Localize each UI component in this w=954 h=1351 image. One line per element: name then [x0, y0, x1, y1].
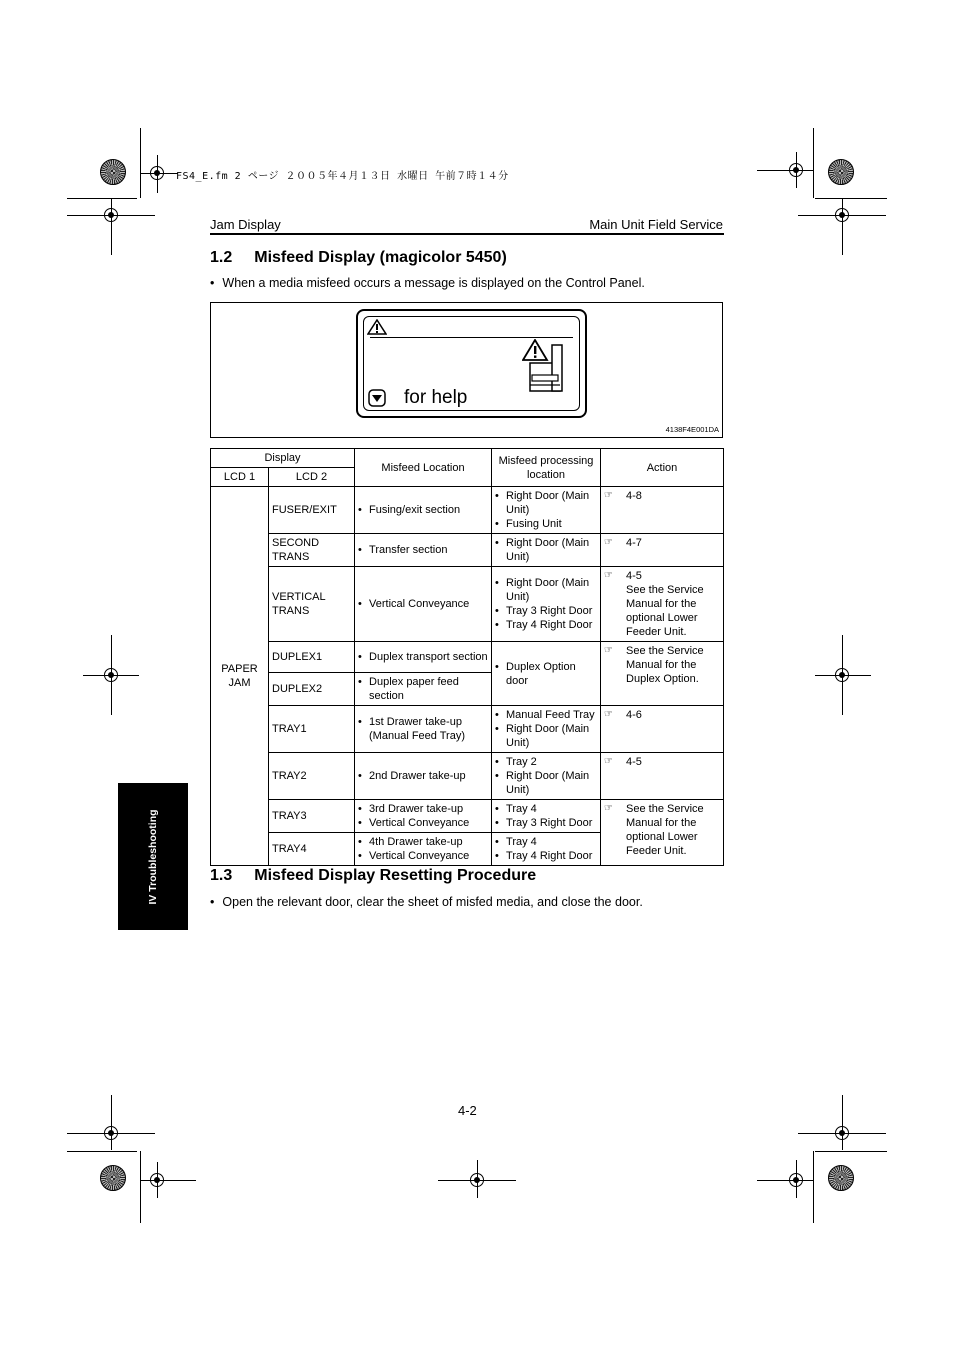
lcd1-cell: [211, 487, 269, 866]
processing-item: • Right Door (Main Unit): [495, 769, 597, 797]
action-ref: 4-7: [626, 537, 642, 549]
location-cell: [355, 800, 492, 833]
lcd2-cell: FUSER/EXIT: [269, 487, 355, 534]
down-arrow-button-icon: [368, 389, 386, 412]
action-text: See the Service Manual for the optional Lower Feeder Unit.: [626, 584, 704, 638]
location-cell: [355, 642, 492, 673]
section-number: 1.3: [210, 867, 233, 884]
action-ref: 4-5: [626, 756, 642, 768]
location-cell: [355, 673, 492, 706]
jam-display-table: [210, 448, 724, 866]
action-ref: 4-6: [626, 709, 642, 721]
location-item: • Duplex paper feed section: [358, 675, 488, 703]
printer-jam-warning-icon: [522, 339, 568, 400]
intro-bullet: • When a media misfeed occurs a message is displayed on the Control Panel.: [210, 276, 645, 290]
lcd2-cell: SECOND TRANS: [269, 534, 355, 567]
header-lcd1: LCD 1: [211, 468, 269, 487]
table-row: [211, 706, 724, 753]
location-cell: [355, 706, 492, 753]
section-title: Misfeed Display Resetting Procedure: [254, 867, 537, 884]
lcd2-cell: DUPLEX1: [269, 642, 355, 673]
reference-hand-icon: ☞: [604, 537, 613, 548]
intro-bullet-text: When a media misfeed occurs a message is displayed on the Control Panel.: [222, 276, 645, 290]
reset-bullet: • Open the relevant door, clear the sheet of misfed media, and close the door.: [210, 895, 643, 909]
processing-item: • Tray 2: [495, 755, 597, 769]
processing-item: • Right Door (Main Unit): [495, 722, 597, 750]
action-text: See the Service Manual for the Duplex Option.: [626, 645, 704, 685]
lcd-help-text: for help: [404, 387, 468, 408]
section-heading-1-2: [210, 249, 507, 267]
processing-item: • Tray 4 Right Door: [495, 618, 597, 632]
processing-item: • Fusing Unit: [495, 517, 597, 531]
reference-hand-icon: ☞: [604, 803, 613, 814]
action-cell: [601, 567, 724, 642]
action-cell: [601, 753, 724, 800]
table-row: [211, 753, 724, 800]
lcd2-cell: VERTICAL TRANS: [269, 567, 355, 642]
running-header-right: Main Unit Field Service: [589, 217, 723, 232]
header-action: Action: [601, 449, 724, 487]
location-item: • Vertical Conveyance: [358, 849, 488, 863]
location-cell: [355, 534, 492, 567]
processing-item: • Right Door (Main Unit): [495, 576, 597, 604]
running-header-left: Jam Display: [210, 217, 281, 232]
location-item: • 2nd Drawer take-up: [358, 769, 488, 783]
processing-cell: [492, 753, 601, 800]
action-cell: [601, 800, 724, 866]
location-item: • Duplex transport section: [358, 650, 488, 664]
location-item: • Fusing/exit section: [358, 503, 488, 517]
reference-hand-icon: ☞: [604, 709, 613, 720]
lcd2-cell: TRAY3: [269, 800, 355, 833]
processing-item: • Tray 4 Right Door: [495, 849, 597, 863]
table-row: [211, 642, 724, 673]
reset-bullet-text: Open the relevant door, clear the sheet of misfed media, and close the door.: [222, 895, 643, 909]
processing-item: • Manual Feed Tray: [495, 708, 597, 722]
location-item: • 4th Drawer take-up: [358, 835, 488, 849]
processing-item: • Tray 3 Right Door: [495, 604, 597, 618]
header-lcd2: LCD 2: [269, 468, 355, 487]
action-ref: 4-8: [626, 490, 642, 502]
header-display: Display: [211, 449, 355, 468]
reference-hand-icon: ☞: [604, 645, 613, 656]
processing-item: • Duplex Option door: [495, 660, 597, 688]
table-row: [211, 487, 724, 534]
header-rule: [210, 233, 724, 235]
processing-cell: [492, 487, 601, 534]
processing-cell: [492, 534, 601, 567]
section-number: 1.2: [210, 249, 233, 266]
location-cell: [355, 833, 492, 866]
section-title: Misfeed Display (magicolor 5450): [254, 249, 507, 266]
lcd2-cell: TRAY2: [269, 753, 355, 800]
table-row: [211, 800, 724, 833]
action-cell: [601, 706, 724, 753]
action-ref: 4-5: [626, 570, 642, 582]
action-text: See the Service Manual for the optional Lower Feeder Unit.: [626, 803, 704, 857]
control-panel-figure: [210, 302, 723, 438]
processing-cell: [492, 706, 601, 753]
processing-cell: [492, 833, 601, 866]
processing-cell: [492, 642, 601, 706]
action-cell: [601, 534, 724, 567]
processing-item: • Right Door (Main Unit): [495, 536, 597, 564]
location-item: • Vertical Conveyance: [358, 816, 488, 830]
processing-item: • Tray 3 Right Door: [495, 816, 597, 830]
print-header: FS4_E.fm 2 ページ ２００５年４月１３日 水曜日 午前７時１４分: [176, 171, 509, 182]
lcd2-cell: DUPLEX2: [269, 673, 355, 706]
lcd-screen: [363, 316, 580, 411]
header-misfeed-location: Misfeed Location: [355, 449, 492, 487]
location-item: • Vertical Conveyance: [358, 597, 488, 611]
lcd-separator: [370, 337, 573, 338]
section-heading-1-3: [210, 867, 536, 885]
table-row: [211, 567, 724, 642]
location-item: • Transfer section: [358, 543, 488, 557]
reference-hand-icon: ☞: [604, 570, 613, 581]
lcd1-value: PAPER JAM: [221, 663, 258, 689]
reference-hand-icon: ☞: [604, 490, 613, 501]
page-number: 4-2: [458, 1103, 477, 1118]
location-item: • 3rd Drawer take-up: [358, 802, 488, 816]
figure-id: 4138F4E001DA: [665, 425, 719, 434]
reference-hand-icon: ☞: [604, 756, 613, 767]
action-cell: [601, 642, 724, 706]
processing-cell: [492, 567, 601, 642]
processing-item: • Tray 4: [495, 835, 597, 849]
processing-item: • Right Door (Main Unit): [495, 489, 597, 517]
location-item: • 1st Drawer take-up (Manual Feed Tray): [358, 715, 488, 743]
lcd-bezel: [356, 309, 587, 418]
processing-cell: [492, 800, 601, 833]
location-cell: [355, 753, 492, 800]
lcd2-cell: TRAY4: [269, 833, 355, 866]
table-header-row: [211, 449, 724, 468]
header-misfeed-processing-location: Misfeed processing location: [492, 449, 601, 487]
side-tab-label: IV Troubleshooting: [147, 808, 159, 905]
lcd2-cell: TRAY1: [269, 706, 355, 753]
action-cell: [601, 487, 724, 534]
processing-item: • Tray 4: [495, 802, 597, 816]
location-cell: [355, 567, 492, 642]
location-cell: [355, 487, 492, 534]
table-row: [211, 534, 724, 567]
chapter-side-tab: [118, 783, 188, 930]
